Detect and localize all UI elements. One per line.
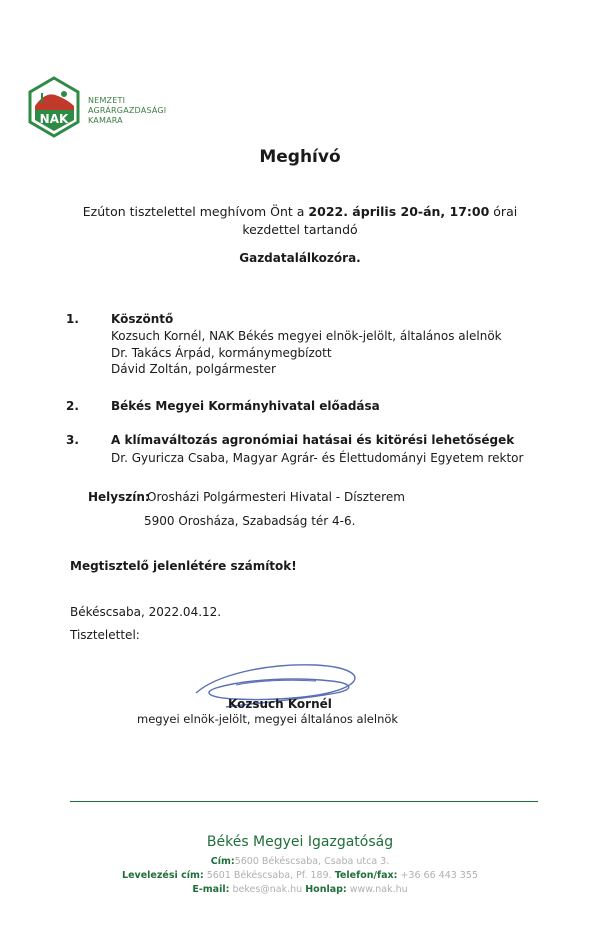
phone-value: +36 66 443 355 bbox=[400, 870, 478, 881]
footer-mail-phone bbox=[0, 870, 600, 881]
phone-label: Telefon/fax: bbox=[334, 870, 398, 881]
agenda-line: Kozsuch Kornél, NAK Békés megyei elnök-jelölt, általános alelnök bbox=[111, 329, 502, 343]
email-label: E-mail: bbox=[192, 884, 230, 895]
page-title: Meghívó bbox=[259, 147, 341, 167]
web-link[interactable]: www.nak.hu bbox=[349, 884, 408, 895]
address-value: 5600 Békéscsaba, Csaba utca 3. bbox=[234, 856, 390, 867]
nak-logo bbox=[28, 76, 80, 138]
logo-text: NAK bbox=[39, 112, 69, 126]
footer-org-name: Békés Megyei Igazgatóság bbox=[206, 834, 394, 850]
invitation-date: 2022. április 20-án, 17:00 bbox=[308, 204, 490, 219]
footer-address bbox=[0, 856, 600, 867]
venue-name: Orosházi Polgármesteri Hivatal - Díszterem bbox=[147, 490, 405, 504]
place-date: Békéscsaba, 2022.04.12. bbox=[70, 605, 222, 619]
address-label: Cím: bbox=[210, 856, 235, 867]
footer-contact bbox=[0, 884, 600, 895]
email-link[interactable]: bekes@nak.hu bbox=[232, 884, 303, 895]
invitation-line1 bbox=[0, 204, 600, 219]
invitation-post: órai bbox=[489, 204, 518, 219]
org-name-line1: NEMZETI bbox=[88, 96, 126, 105]
agenda-line: Dávid Zoltán, polgármester bbox=[111, 362, 276, 376]
agenda-title: Köszöntő bbox=[111, 312, 174, 326]
agenda-number: 2. bbox=[66, 399, 79, 413]
agenda-number: 3. bbox=[66, 433, 79, 447]
agenda-line: Dr. Gyuricza Csaba, Magyar Agrár- és Élettudományi Egyetem rektor bbox=[111, 451, 524, 465]
agenda-title: Békés Megyei Kormányhivatal előadása bbox=[111, 399, 380, 413]
org-name-line3: KAMARA bbox=[88, 116, 123, 125]
venue-address: 5900 Orosháza, Szabadság tér 4-6. bbox=[144, 514, 356, 528]
org-name-line2: AGRÁRGAZDASÁGI bbox=[88, 106, 167, 115]
invitation-pre: Ezúton tisztelettel meghívom Önt a bbox=[82, 204, 309, 219]
event-name: Gazdatalálkozóra. bbox=[239, 251, 361, 265]
agenda-title: A klímaváltozás agronómiai hatásai és kitörési lehetőségek bbox=[111, 433, 515, 447]
signer-title: megyei elnök-jelölt, megyei általános alelnök bbox=[137, 712, 399, 726]
web-label: Honlap: bbox=[305, 884, 347, 895]
signer-name: Kozsuch Kornél bbox=[228, 697, 332, 711]
agenda-line: Dr. Takács Árpád, kormánymegbízott bbox=[111, 346, 332, 360]
agenda-number: 1. bbox=[66, 312, 79, 326]
mail-label: Levelezési cím: bbox=[122, 870, 204, 881]
venue-label: Helyszín: bbox=[88, 490, 150, 504]
footer-divider bbox=[70, 801, 538, 802]
regards: Tisztelettel: bbox=[70, 628, 140, 642]
closing-sentence: Megtisztelő jelenlétére számítok! bbox=[70, 559, 297, 573]
mail-value: 5601 Békéscsaba, Pf. 189. bbox=[206, 870, 332, 881]
invitation-line2: kezdettel tartandó bbox=[242, 222, 358, 237]
